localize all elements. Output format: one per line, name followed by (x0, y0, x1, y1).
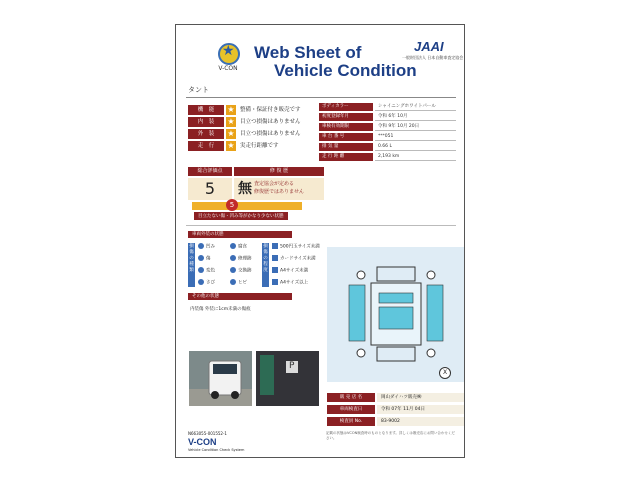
grade-text: 実走行距離です (240, 143, 279, 149)
spec-label: 排 気 量 (319, 143, 373, 151)
legend-label: A4サイズ未満 (280, 268, 309, 274)
car-name: タント (188, 86, 209, 94)
org-name: 一般財団法人 日本自動車査定協会 (402, 55, 464, 60)
legend-dot-icon (230, 243, 236, 249)
spec-label: ボディカラー (319, 103, 373, 111)
spec-value: 令和 9年 10月 20日 (375, 123, 456, 131)
vehicle-exterior-photo (189, 351, 252, 406)
legend-label: ヒビ (238, 280, 247, 286)
dealer-row-inspection-date (327, 405, 464, 414)
grade-label: 外 装 (188, 129, 224, 139)
logo-caption: V-CON (218, 65, 238, 72)
legend-item (230, 267, 252, 274)
legend-item (198, 279, 215, 286)
spec-row-inspection (319, 123, 456, 131)
dealer-label: 販 売 店 名 (327, 393, 375, 402)
dealer-row-inspector (327, 417, 464, 426)
legend-label: カードサイズ未満 (280, 256, 316, 262)
score-scale-bar (192, 202, 302, 210)
score-header: 総合評価点 (188, 167, 232, 176)
legend-dot-icon (198, 243, 204, 249)
spec-row-chassis (319, 133, 456, 141)
legend-label: 腐食 (238, 244, 247, 250)
divider (186, 97, 456, 98)
dealer-value: 83-9002 (377, 417, 464, 426)
star-icon: ★ (227, 105, 235, 114)
grade-label: 走 行 (188, 141, 224, 151)
spec-row-color (319, 103, 456, 111)
vcon-subtitle: Vehicle Condition Check System (188, 448, 245, 452)
legend-item (198, 243, 215, 250)
spec-label: 走 行 距 離 (319, 153, 373, 161)
parking-sign: P (289, 361, 295, 371)
score-scale-marker: 5 (226, 199, 238, 211)
legend-square-icon (272, 243, 278, 249)
page-title-line2: Vehicle Condition (274, 61, 417, 80)
spec-label: 初度登録年月 (319, 113, 373, 121)
legend-dot-icon (198, 255, 204, 261)
legend-label: 変色 (206, 268, 215, 274)
spec-row-displacement (319, 143, 456, 151)
grade-row-exterior (188, 129, 338, 139)
legend-square-icon (272, 279, 278, 285)
legend-damage-type-title: 損傷の種類 (188, 243, 195, 287)
legend-label: 凹み (206, 244, 215, 250)
legend-item (272, 255, 316, 262)
other-condition-text: 内装傷 外装に1cm未満の傷痕 (190, 307, 251, 312)
repair-header: 修 復 歴 (234, 167, 324, 176)
spec-row-mileage (319, 153, 456, 161)
legend-item (198, 255, 211, 262)
dealer-value: 岡山ダイハツ販売㈱ (377, 393, 464, 402)
legend-dot-icon (230, 255, 236, 261)
spec-row-registration (319, 113, 456, 121)
grade-row-mileage (188, 141, 338, 151)
legend-label: 500円玉サイズ未満 (280, 244, 320, 250)
legend-dot-icon (230, 279, 236, 285)
grade-row-function (188, 105, 338, 115)
dealer-row-shop (327, 393, 464, 402)
legend-damage-degree-title: 損傷の程度 (262, 243, 269, 287)
legend-item (272, 267, 308, 274)
grade-label: 機 能 (188, 105, 224, 115)
repair-text-2: 修復歴ではありません (254, 189, 305, 195)
legend-square-icon (272, 255, 278, 261)
spec-value: 2,193 km (375, 153, 456, 161)
legend-dot-icon (230, 267, 236, 273)
dealer-label: 車両検査日 (327, 405, 375, 414)
legend-item (272, 279, 308, 286)
legend-header: 車両外装の状態 (188, 231, 292, 238)
dealer-label: 検査員 No. (327, 417, 375, 426)
grade-label: 内 装 (188, 117, 224, 127)
legend-item (230, 279, 247, 286)
page-title-line1: Web Sheet of (254, 43, 362, 62)
grade-row-interior (188, 117, 338, 127)
spec-value: ***051 (375, 133, 456, 141)
legend-label: 交換跡 (238, 268, 252, 274)
legend-label: 傷 (206, 256, 211, 262)
dealer-value: 令和 07年 11月 04日 (377, 405, 464, 414)
legend-square-icon (272, 267, 278, 273)
repair-kanji: 無 (238, 181, 252, 197)
diagram-x-mark: X (439, 367, 451, 379)
parking-image-icon (256, 351, 319, 406)
star-icon: ★ (227, 117, 235, 126)
grade-text: 目立つ損傷はありません (240, 131, 301, 137)
star-icon: ★ (227, 141, 235, 150)
footer-note: 記載の状態はVCON検査時のものとなります。詳しくは販売店にお問い合わせください。 (326, 431, 455, 440)
vehicle-damage-diagram (327, 247, 464, 382)
other-condition-header: その他の状態 (188, 293, 292, 300)
legend-label: A4サイズ以上 (280, 280, 309, 286)
legend-item (230, 255, 252, 262)
legend-item (230, 243, 247, 250)
car-photo-icon (189, 351, 252, 406)
vehicle-condition-sheet (175, 24, 465, 458)
score-scale-note: 目立たない傷・凹み等がかなり少ない状態 (194, 212, 288, 220)
legend-dot-icon (198, 279, 204, 285)
star-icon: ★ (222, 43, 235, 59)
star-icon: ★ (227, 129, 235, 138)
grade-text: 整備・保証付き販売です (240, 107, 301, 113)
legend-dot-icon (198, 267, 204, 273)
vcon-footer-logo: V-CON (188, 437, 217, 447)
car-outline-icon (327, 247, 464, 382)
spec-value: シャイニングホワイトパール (375, 103, 456, 111)
legend-item (198, 267, 215, 274)
spec-value: 0.66 L (375, 143, 456, 151)
grade-text: 目立つ損傷はありません (240, 119, 301, 125)
spec-label: 車検有効期限 (319, 123, 373, 131)
legend-item (272, 243, 320, 250)
repair-text-1: 査定協会が定める (254, 181, 295, 187)
spec-value: 令和 6年 10月 (375, 113, 456, 121)
parking-photo (256, 351, 319, 406)
legend-label: さび (206, 280, 215, 286)
spec-label: 車 台 番 号 (319, 133, 373, 141)
overall-score: 5 (188, 178, 232, 200)
legend-label: 修理跡 (238, 256, 252, 262)
jaai-logo: JAAI (414, 39, 444, 54)
sheet-number: N663055-001552-1 (188, 431, 227, 436)
divider (186, 225, 456, 226)
